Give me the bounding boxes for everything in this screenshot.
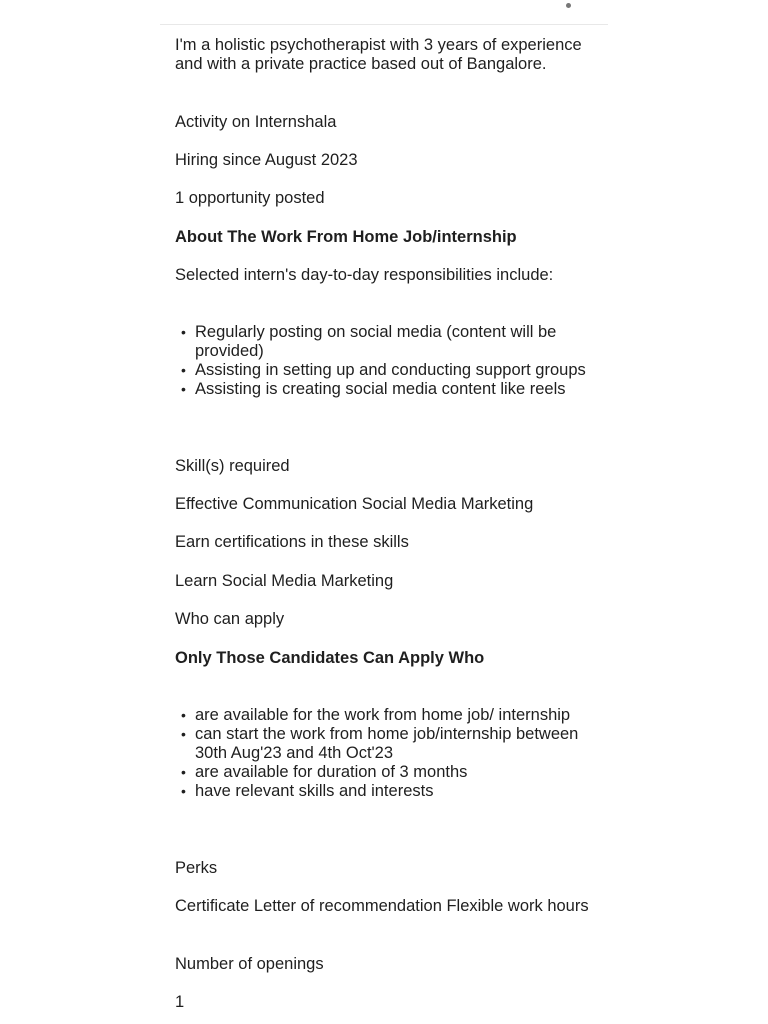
perks-list: Certificate Letter of recommendation Flexible work hours [175, 897, 589, 915]
who-can-apply-heading: Who can apply [175, 610, 285, 628]
openings-count: 1 [175, 993, 185, 1011]
about-employer-text: I'm a holistic psychotherapist with 3 years of experience and with a private practice based out of Bangalore. [175, 36, 582, 73]
list-item: • Assisting in setting up and conducting support groups [175, 361, 600, 380]
skills-list: Effective Communication Social Media Marketing [175, 495, 534, 513]
activity-heading: Activity on Internshala [175, 113, 337, 131]
hiring-since-text: Hiring since August 2023 [175, 151, 358, 169]
about-work-heading: About The Work From Home Job/internship [175, 228, 517, 246]
learn-skill-link[interactable]: Learn Social Media Marketing [175, 572, 394, 590]
skills-heading: Skill(s) required [175, 457, 290, 475]
list-item: • can start the work from home job/internship between 30th Aug'23 and 4th Oct'23 [175, 725, 600, 763]
openings-heading: Number of openings [175, 955, 324, 973]
perks-heading: Perks [175, 859, 218, 877]
opportunities-posted-text: 1 opportunity posted [175, 189, 325, 207]
responsibilities-intro: Selected intern's day-to-day responsibilities include: [175, 266, 554, 284]
list-item: • have relevant skills and interests [175, 782, 600, 801]
responsibilities-list [175, 323, 600, 399]
earn-certifications-link[interactable]: Earn certifications in these skills [175, 533, 409, 551]
list-item: • are available for the work from home job/ internship [175, 706, 600, 725]
list-item: • are available for duration of 3 months [175, 763, 600, 782]
list-item: • Assisting is creating social media content like reels [175, 380, 600, 399]
apply-criteria-heading: Only Those Candidates Can Apply Who [175, 649, 485, 667]
apply-conditions-list [175, 706, 600, 801]
top-bar [160, 0, 608, 25]
menu-dot-icon[interactable] [566, 3, 571, 8]
list-item: • Regularly posting on social media (content will be provided) [175, 323, 600, 361]
